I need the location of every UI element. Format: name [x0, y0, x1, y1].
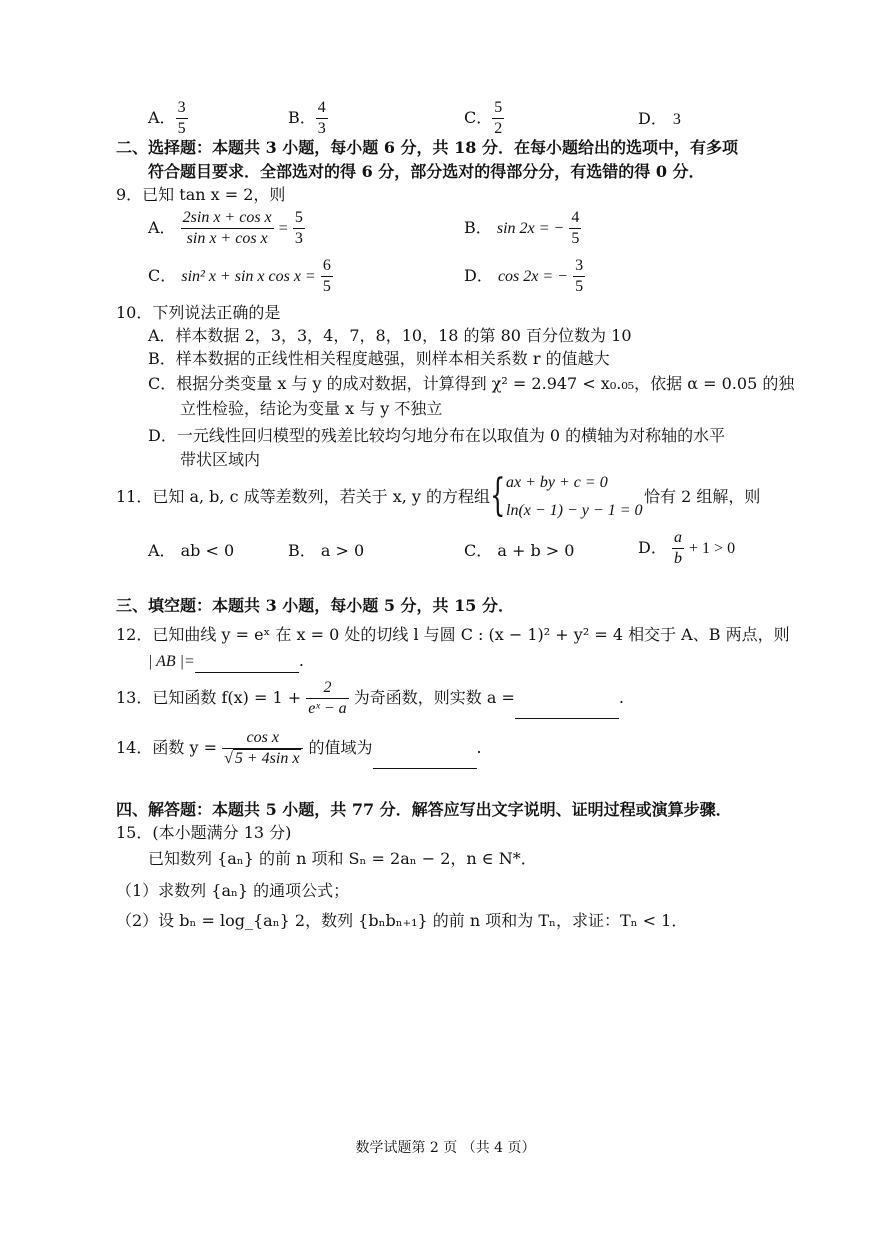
frac-num: 2: [306, 678, 348, 699]
q8-option-b: [288, 98, 328, 139]
q8-option-a: [148, 98, 188, 139]
frac-num: a: [672, 528, 684, 549]
q11-stem-pre: 11．已知 a, b, c 成等差数列，若关于 x, y 的方程组: [116, 487, 491, 506]
section-2-heading-line2: 符合题目要求．全部选对的得 6 分，部分选对的得部分分，有选错的得 0 分．: [148, 162, 705, 181]
option-value: 3: [672, 111, 681, 128]
q12-line2: [148, 650, 304, 673]
expression: sin 2x = −: [496, 220, 565, 237]
q10-stem: 10．下列说法正确的是: [116, 303, 281, 322]
q11-option-d: [638, 528, 735, 569]
option-label: B．: [288, 108, 316, 127]
frac-num: 4: [316, 98, 328, 119]
q10-option-c-line1: C．根据分类变量 x 与 y 的成对数据，计算得到 χ² = 2.947 < x₀.₀₅，依据 α = 0.05 的独: [148, 374, 795, 393]
q11-option-c: C． a + b > 0: [464, 541, 575, 560]
q12-line1: 12．已知曲线 y = eˣ 在 x = 0 处的切线 l 与圆 C : (x − 1)² + y² = 4 相交于 A、B 两点，则: [116, 625, 790, 644]
frac-num: 6: [321, 256, 333, 277]
option-label: D．: [464, 266, 493, 285]
frac-den: 2: [494, 120, 503, 137]
sqrt-radicand: 5 + 4sin x: [234, 750, 300, 767]
frac-den: b: [673, 550, 682, 567]
section-4-heading: 四、解答题：本题共 5 小题，共 77 分．解答应写出文字说明、证明过程或演算步骤．: [116, 800, 732, 819]
answer-blank[interactable]: [195, 654, 299, 673]
q9-option-c: [148, 256, 333, 297]
frac-num: 4: [569, 208, 581, 229]
punct: .: [298, 651, 304, 670]
frac-den: 5: [322, 278, 331, 295]
expression: 为奇函数，则实数 a =: [353, 688, 515, 707]
punct: .: [476, 738, 482, 757]
expression: cos 2x = −: [497, 268, 568, 285]
equals-sign: =: [278, 220, 288, 237]
section-3-heading: 三、填空题：本题共 3 小题，每小题 5 分，共 15 分．: [116, 596, 514, 615]
q11-stem-post: 恰有 2 组解，则: [644, 487, 761, 506]
frac-den: 3: [317, 120, 326, 137]
q10-option-b: B．样本数据的正线性相关程度越强，则样本相关系数 r 的值越大: [148, 349, 610, 368]
q8-option-c: [464, 98, 504, 139]
frac-num: cos x: [222, 728, 303, 749]
q11-eq2: ln(x − 1) − y − 1 = 0: [506, 502, 643, 519]
q10-option-d-line1: D．一元线性回归模型的残差比较均匀地分布在以取值为 0 的横轴为对称轴的水平: [148, 426, 726, 445]
q15-stem: 已知数列 {aₙ} 的前 n 项和 Sₙ = 2aₙ − 2，n ∈ N*．: [148, 849, 537, 868]
option-label: C．: [148, 266, 177, 285]
frac-den: 5: [177, 120, 186, 137]
option-label: D．: [638, 538, 667, 557]
section-2-heading-line1: 二、选择题：本题共 3 小题，每小题 6 分，共 18 分．在每小题给出的选项中，有多项: [116, 138, 738, 157]
punct: .: [618, 688, 624, 707]
option-label: A．: [148, 108, 176, 127]
q11-eq1: ax + by + c = 0: [506, 474, 608, 491]
expression-tail: + 1 > 0: [689, 540, 736, 557]
q15-part2: （2）设 bₙ = log_{aₙ} 2，数列 {bₙbₙ₊₁} 的前 n 项和为 Tₙ，求证：Tₙ < 1．: [116, 911, 688, 930]
q9-option-d: [464, 256, 585, 297]
frac-num: 5: [492, 98, 504, 119]
q10-option-a: A．样本数据 2，3，3，4，7，8，10，18 的第 80 百分位数为 10: [148, 326, 632, 345]
expression: 14．函数 y =: [116, 738, 217, 757]
q8-option-d: [638, 108, 681, 131]
q9-option-b: [464, 208, 581, 249]
frac-num: 5: [293, 208, 305, 229]
expression: 的值域为: [308, 738, 373, 757]
frac-num: 3: [573, 256, 585, 277]
system-brace: {: [490, 470, 506, 521]
frac-den: 3: [294, 230, 303, 247]
option-label: A．: [148, 218, 176, 237]
frac-den: eˣ − a: [308, 700, 347, 717]
frac-den: 5: [571, 230, 580, 247]
option-label: B．: [464, 218, 492, 237]
q10-option-d-line2: 带状区域内: [180, 450, 261, 469]
q11-option-b: B． a > 0: [288, 541, 365, 560]
frac-num: 3: [176, 98, 188, 119]
q10-option-c-line2: 立性检验，结论为变量 x 与 y 不独立: [180, 399, 443, 418]
frac-den: sin x + cos x: [186, 230, 268, 247]
frac-den: 5: [575, 278, 584, 295]
q9-stem: 9．已知 tan x = 2，则: [116, 185, 286, 204]
answer-blank[interactable]: [515, 700, 619, 719]
q15-part1: （1）求数列 {aₙ} 的通项公式；: [116, 881, 350, 900]
q14-line: 14．函数 y = $\frac{\text{cos x}}{\text{√ 5 + 4sin x}}$ 的值域为 .: [116, 729, 482, 767]
option-label: C．: [464, 108, 493, 127]
q11-option-a: A． ab < 0: [148, 541, 235, 560]
option-label: D．: [638, 109, 667, 128]
q15-head: 15．(本小题满分 13 分): [116, 823, 292, 842]
q13-line: [116, 678, 624, 719]
q9-option-a: [148, 208, 305, 249]
answer-blank[interactable]: [373, 750, 477, 769]
page-footer: 数学试题第 2 页 （共 4 页）: [355, 1140, 536, 1156]
expression: sin² x + sin x cos x =: [181, 268, 316, 285]
frac-num: 2sin x + cos x: [181, 208, 274, 229]
expression: | AB |=: [148, 653, 195, 670]
expression: 13．已知函数 f(x) = 1 +: [116, 688, 302, 707]
